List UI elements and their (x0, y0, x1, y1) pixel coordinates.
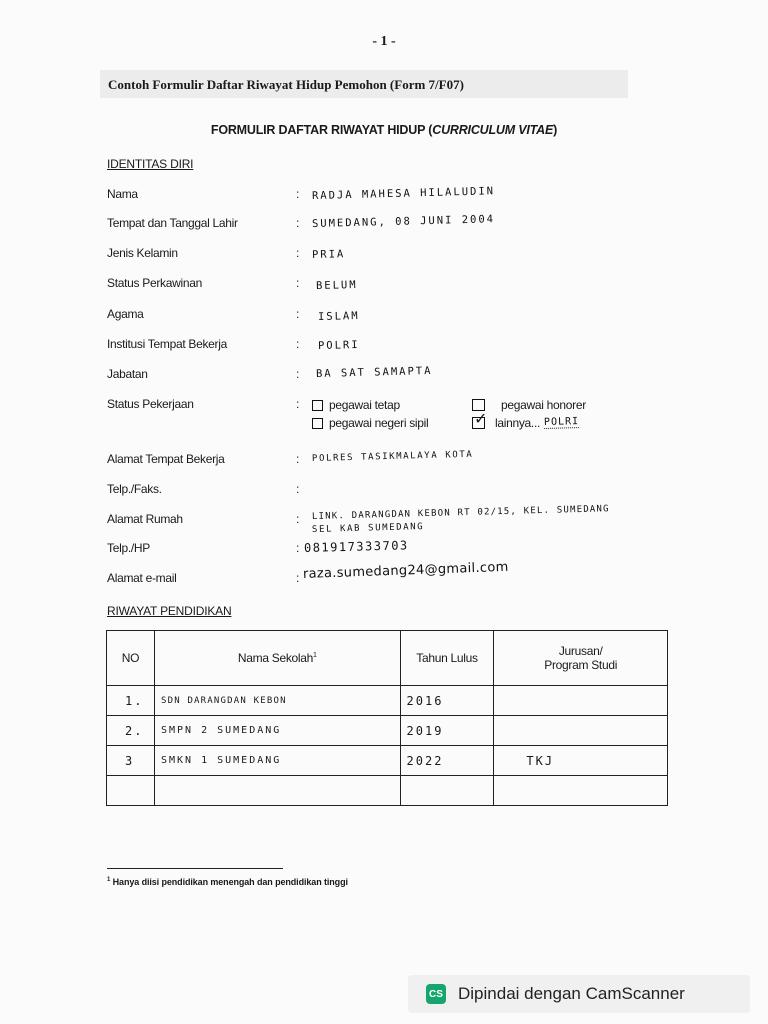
value-telp-hp: 081917333703 (303, 538, 409, 555)
value-nama: RADJA MAHESA HILALUDIN (311, 185, 496, 202)
cell-year: 2022 (400, 746, 494, 776)
colon: : (296, 187, 300, 201)
colon: : (296, 571, 300, 585)
label-email: Alamat e-mail (107, 571, 177, 585)
main-title-italic: CURRICULUM VITAE (432, 123, 554, 137)
colon: : (296, 337, 300, 351)
value-agama: ISLAM (317, 309, 360, 323)
checkbox-pegawai-tetap[interactable] (312, 400, 323, 411)
colon: : (296, 246, 300, 260)
cell-no: 2. (107, 716, 155, 746)
option-label: pegawai tetap (329, 398, 400, 412)
header-no: NO (107, 631, 155, 686)
label-telp-hp: Telp./HP (107, 541, 150, 555)
table-row (107, 746, 668, 776)
colon: : (296, 367, 300, 381)
footnote-text: Hanya diisi pendidikan menengah dan pendidikan tinggi (110, 877, 348, 887)
value-alamat-kerja: POLRES TASIKMALAYA KOTA (311, 449, 474, 464)
option-pegawai-honorer[interactable] (472, 398, 586, 412)
main-title (0, 123, 768, 137)
cell-major (494, 686, 668, 716)
page-number: - 1 - (372, 34, 396, 49)
cell-major (494, 716, 668, 746)
label-nama: Nama (107, 187, 138, 201)
label-jenis-kelamin: Jenis Kelamin (107, 246, 178, 260)
label-alamat-kerja: Alamat Tempat Bekerja (107, 452, 225, 466)
cell-school (154, 776, 400, 806)
checkbox-pegawai-negeri-sipil[interactable] (312, 418, 323, 429)
section-education: RIWAYAT PENDIDIKAN (107, 604, 232, 618)
checkbox-lainnya[interactable] (472, 409, 488, 429)
colon: : (296, 307, 300, 321)
header-year: Tahun Lulus (400, 631, 494, 686)
option-label: pegawai negeri sipil (329, 416, 429, 430)
option-label: lainnya... (495, 416, 541, 430)
label-agama: Agama (107, 307, 144, 321)
cell-no: 1. (107, 686, 155, 716)
colon: : (296, 482, 300, 496)
header-school-sup: 1 (313, 652, 317, 659)
footnote-sup: 1 (107, 877, 111, 883)
value-jenis-kelamin: PRIA (311, 248, 346, 261)
section-identity: IDENTITAS DIRI (107, 157, 194, 171)
camscanner-text: Dipindai dengan CamScanner (458, 984, 685, 1003)
label-status-pekerjaan: Status Pekerjaan (107, 397, 194, 411)
cell-school: SMPN 2 SUMEDANG (154, 716, 400, 746)
main-title-suffix: ) (553, 123, 558, 137)
colon: : (296, 512, 300, 526)
label-jabatan: Jabatan (107, 367, 148, 381)
option-label: pegawai honorer (501, 398, 586, 412)
table-row (107, 716, 668, 746)
value-email: raza.sumedang24@gmail.com (302, 559, 509, 582)
footnote (107, 877, 348, 887)
table-header-row (107, 631, 668, 686)
colon: : (296, 216, 300, 230)
cell-school: SMKN 1 SUMEDANG (154, 746, 400, 776)
header-major-line2: Program Studi (544, 658, 618, 672)
form-title: Contoh Formulir Daftar Riwayat Hidup Pemohon (Form 7/F07) (108, 77, 464, 92)
cell-year (400, 776, 494, 806)
cell-no: 3 (107, 746, 155, 776)
cell-year: 2016 (400, 686, 494, 716)
value-alamat-rumah-1: LINK. DARANGDAN KEBON RT 02/15, KEL. SUMEDANG (311, 504, 610, 522)
label-telp-faks: Telp./Faks. (107, 482, 162, 496)
header-school-label: Nama Sekolah (237, 651, 314, 665)
check-icon: ✓ (474, 409, 488, 428)
header-school (154, 631, 400, 686)
cell-major (494, 776, 668, 806)
colon: : (296, 452, 300, 466)
education-table (106, 630, 668, 806)
header-major-line1: Jurusan/ (558, 644, 603, 658)
cell-school: SDN DARANGDAN KEBON (154, 686, 400, 716)
option-pegawai-negeri-sipil[interactable] (312, 416, 428, 430)
option-pegawai-tetap[interactable] (312, 398, 400, 412)
cell-major: TKJ (494, 746, 668, 776)
table-row (107, 776, 668, 806)
option-lainnya[interactable] (472, 409, 580, 430)
table-row (107, 686, 668, 716)
colon: : (296, 397, 300, 411)
colon: : (296, 276, 300, 290)
label-ttl: Tempat dan Tanggal Lahir (107, 216, 238, 230)
value-jabatan: BA SAT SAMAPTA (315, 364, 433, 380)
camscanner-badge (408, 975, 750, 1013)
value-alamat-rumah-2: SEL KAB SUMEDANG (311, 522, 425, 535)
cell-no (107, 776, 155, 806)
label-alamat-rumah: Alamat Rumah (107, 512, 183, 526)
colon: : (296, 541, 300, 555)
label-status-perkawinan: Status Perkawinan (107, 276, 202, 290)
footnote-divider (107, 868, 283, 869)
value-status-perkawinan: BELUM (315, 278, 358, 292)
camscanner-logo-icon: CS (426, 984, 446, 1004)
value-ttl: SUMEDANG, 08 JUNI 2004 (311, 213, 496, 230)
value-lainnya: POLRI (543, 416, 580, 428)
value-institusi: POLRI (317, 338, 360, 352)
cell-year: 2019 (400, 716, 494, 746)
header-major (494, 631, 668, 686)
main-title-prefix: FORMULIR DAFTAR RIWAYAT HIDUP ( (210, 123, 433, 137)
label-institusi: Institusi Tempat Bekerja (107, 337, 227, 351)
